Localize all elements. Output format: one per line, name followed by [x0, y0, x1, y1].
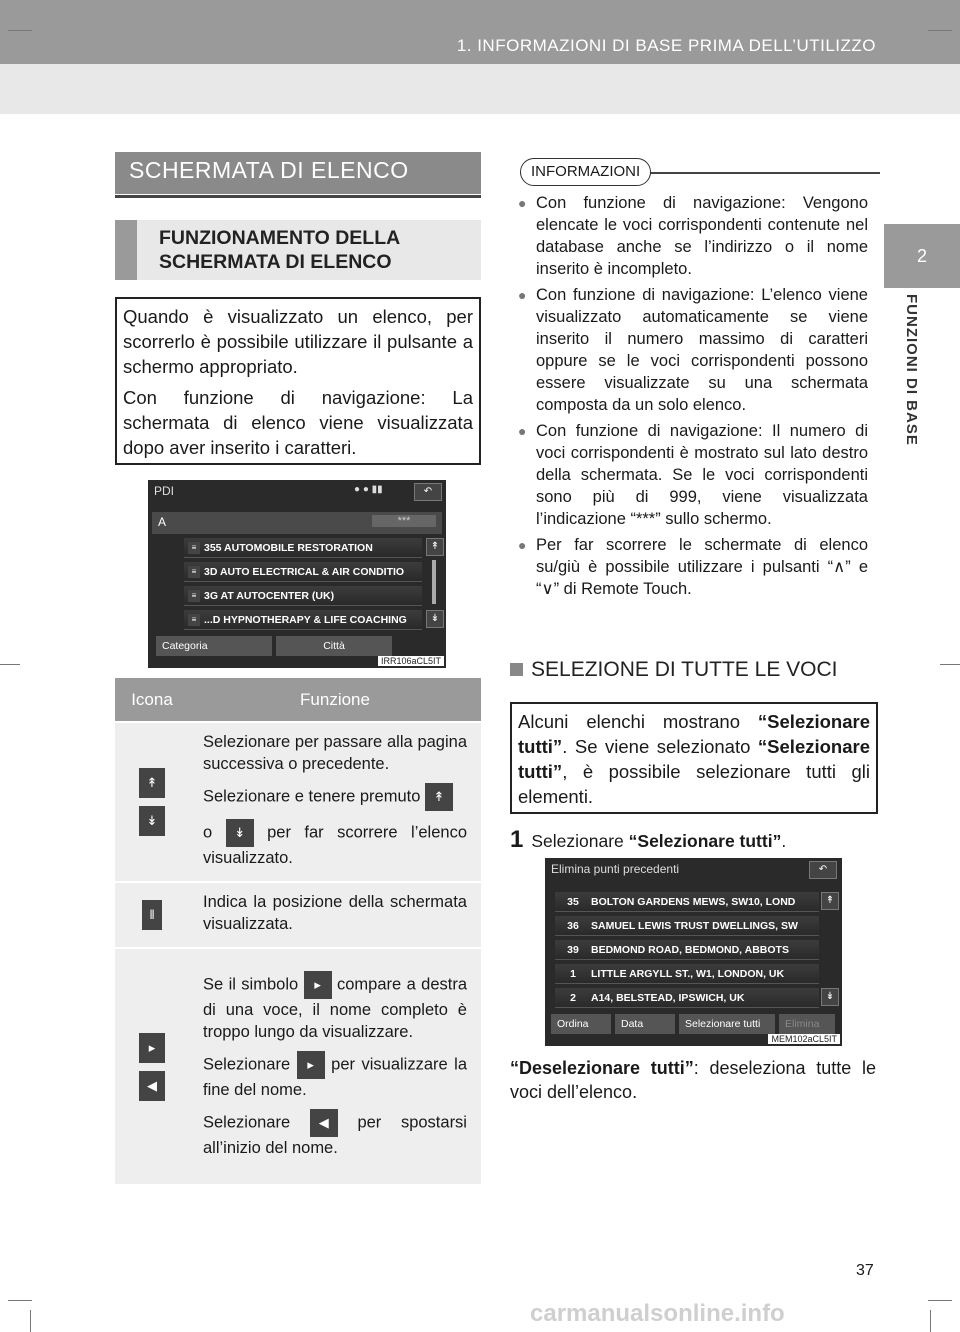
crop-mark: [30, 1310, 31, 1332]
crop-mark: [928, 1300, 952, 1301]
select-all-box: [510, 702, 878, 814]
info-bullets: [518, 192, 868, 604]
table-text: per visualizzare la fine del nome.: [203, 1054, 468, 1099]
table-text: Selezionare e tenere premuto: [203, 787, 421, 806]
poi-icon: ≡: [188, 566, 200, 578]
page-up-icon: ↟: [425, 783, 453, 811]
list-item-label: 3G AT AUTOCENTER (UK): [204, 590, 335, 602]
step-1: [510, 826, 786, 854]
list-item: [555, 940, 819, 960]
table-text-compound: [203, 819, 467, 869]
crop-mark: [8, 30, 32, 31]
footer-button: Selezionare tutti: [679, 1014, 775, 1034]
list-item: [555, 988, 819, 1008]
intro-paragraph: Quando è visualizzato un elenco, per scorrerlo è possibile utilizzare il pulsante a schermo appropriato.: [123, 306, 473, 377]
chapter-label: FUNZIONI DI BASE: [903, 294, 920, 446]
header-title: 1. INFORMAZIONI DI BASE PRIMA DELL’UTILIZZO: [456, 36, 876, 55]
info-label: INFORMAZIONI: [520, 158, 651, 186]
list-item-label: BEDMOND ROAD, BEDMOND, ABBOTS: [591, 944, 789, 956]
screen-title: PDI: [154, 484, 175, 498]
page-down-icon: ↡: [426, 610, 444, 628]
list-item: [184, 586, 422, 606]
list-item-label: BOLTON GARDENS MEWS, SW10, LOND: [591, 896, 796, 908]
box-text-bold: “Selezionare tutti”: [518, 711, 870, 757]
list-item: [555, 892, 819, 912]
list-item: [555, 916, 819, 936]
table-cell-text: [189, 722, 481, 882]
table-cell-text: [189, 948, 481, 1184]
list-item-label: SAMUEL LEWIS TRUST DWELLINGS, SW: [591, 920, 798, 932]
scroll-position-bar: [432, 560, 436, 604]
image-code: IRR106aCL5IT: [378, 656, 444, 666]
page-up-icon: ↟: [139, 768, 165, 798]
table-text-compound: [203, 971, 467, 1043]
list-item-number: 39: [567, 944, 579, 956]
page-down-icon: ↡: [139, 806, 165, 836]
back-icon: ↶: [414, 483, 442, 501]
page-down-icon: ↡: [821, 988, 839, 1006]
box-text: , è possibile selezionare tutti gli elementi.: [518, 761, 870, 807]
table-text: Selezionare: [203, 1112, 291, 1131]
table-cell-icons: [115, 882, 189, 948]
poi-icon: ≡: [188, 614, 200, 626]
page-up-icon: ↟: [426, 538, 444, 556]
image-code: MEM102aCL5IT: [768, 1034, 840, 1044]
table-row: [115, 882, 481, 948]
table-header: Icona: [115, 678, 189, 722]
scroll-position-icon: ‖: [142, 900, 162, 930]
table-header: Funzione: [189, 678, 481, 722]
table-row: [115, 722, 481, 882]
search-char: A: [158, 515, 167, 529]
intro-paragraph: Con funzione di navigazione: La schermata di elenco viene visualizzata dopo aver inserito i caratteri.: [123, 387, 473, 458]
step-text: Selezionare: [531, 831, 629, 851]
list-item-number: 1: [570, 968, 576, 980]
table-text-compound: [203, 1051, 467, 1101]
back-icon: ↶: [809, 861, 837, 879]
crop-mark: [940, 664, 960, 665]
deselect-text: : deseleziona tutte le voci dell’elenco.: [510, 1058, 876, 1102]
poi-icon: ≡: [188, 590, 200, 602]
table-text: Selezionare per passare alla pagina successiva o precedente.: [203, 733, 467, 773]
show-end-icon: ▸: [139, 1033, 165, 1063]
show-start-icon: ◀: [310, 1109, 338, 1137]
info-bullet: ● Per far scorrere le schermate di elenco su/giù è possibile utilizzare i pulsanti “∧” e “∨” di Remote Touch.: [518, 534, 868, 600]
footer-button: Categoria: [156, 636, 272, 656]
section-title: SCHERMATA DI ELENCO: [115, 152, 481, 194]
list-item: [184, 610, 422, 630]
list-item-label: ...D HYPNOTHERAPY & LIFE COACHING: [204, 614, 407, 626]
table-cell-icons: [115, 722, 189, 882]
search-bar: [152, 512, 442, 534]
box-text: . Se viene selezionato: [562, 736, 758, 757]
crop-mark: [928, 30, 952, 31]
screen-title: Elimina punti precedenti: [551, 862, 680, 876]
heading-square-icon: [510, 663, 523, 676]
table-text: o: [203, 823, 213, 842]
list-item-label: A14, BELSTEAD, IPSWICH, UK: [591, 992, 745, 1004]
crop-mark: [8, 1300, 32, 1301]
info-bullet: ● Con funzione di navigazione: Vengono elencate le voci corrispondenti contenute nel database anche se l’indirizzo o il nome inserito è incompleto.: [518, 192, 868, 280]
show-end-icon: ▸: [297, 1051, 325, 1079]
table-row: [115, 948, 481, 1184]
select-all-heading: [510, 658, 838, 682]
table-text-compound: [203, 783, 467, 811]
table-header-row: [115, 678, 481, 722]
footer-button: Data: [615, 1014, 675, 1034]
table-cell-text: Indica la posizione della schermata visualizzata.: [189, 882, 481, 948]
step-number: 1: [510, 826, 524, 853]
intro-box: [115, 297, 481, 465]
header-subbar: [0, 64, 960, 114]
table-text-compound: [203, 1109, 467, 1159]
subsection-title: FUNZIONAMENTO DELLA SCHERMATA DI ELENCO: [159, 227, 400, 273]
poi-icon: ≡: [188, 542, 200, 554]
step-text-end: .: [781, 831, 787, 851]
page-number: 37: [856, 1262, 874, 1279]
show-end-icon: ▸: [304, 971, 332, 999]
list-item: [555, 964, 819, 984]
list-item-label: 3D AUTO ELECTRICAL & AIR CONDITIO: [204, 566, 405, 578]
info-bullet: ● Con funzione di navigazione: Il numero di voci corrispondenti è mostrato sul lato destro della schermata. Se le voci corrispondenti sono più di 999, viene visualizzata l’indicazione “***” sullo schermo.: [518, 420, 868, 530]
box-text: Alcuni elenchi mostrano: [518, 711, 758, 732]
delete-history-screenshot: [545, 858, 842, 1046]
select-all-heading-text: SELEZIONE DI TUTTE LE VOCI: [531, 658, 838, 681]
page-down-icon: ↡: [226, 819, 254, 847]
subsection-stripe: [115, 220, 137, 280]
chapter-tab: 2: [884, 224, 960, 288]
subsection-heading: [115, 220, 481, 280]
icon-function-table: [115, 678, 481, 1184]
footer-button: Ordina: [551, 1014, 611, 1034]
status-icons: ● ● ▮▮: [354, 484, 383, 495]
footer-button: Città: [276, 636, 392, 656]
table-text: Se il simbolo: [203, 974, 299, 993]
count-mask: ***: [372, 515, 436, 527]
page-header: [0, 0, 960, 64]
list-screen-screenshot: [148, 480, 446, 668]
list-item-number: 2: [570, 992, 576, 1004]
show-start-icon: ◀: [139, 1071, 165, 1101]
table-cell-icons: [115, 948, 189, 1184]
list-item: [184, 538, 422, 558]
table-text: compare a destra di una voce, il nome completo è troppo lungo da visualizzare.: [203, 974, 468, 1041]
table-text: Selezionare: [203, 1054, 291, 1073]
step-text-bold: “Selezionare tutti”: [628, 831, 782, 851]
table-text: per far scorrere l’elenco visualizzato.: [203, 823, 467, 867]
table-text: per spostarsi all’inizio del nome.: [203, 1112, 467, 1157]
page-up-icon: ↟: [821, 892, 839, 910]
list-item-label: 355 AUTOMOBILE RESTORATION: [204, 542, 373, 554]
list-item-label: LITTLE ARGYLL ST., W1, LONDON, UK: [591, 968, 785, 980]
box-text-bold: “Selezionare tutti”: [518, 736, 870, 782]
crop-mark: [930, 1310, 931, 1332]
list-item: [184, 562, 422, 582]
watermark: carmanualsonline.info: [530, 1300, 785, 1327]
footer-button: Elimina: [779, 1014, 835, 1034]
list-item-number: 35: [567, 896, 579, 908]
deselect-term: “Deselezionare tutti”: [510, 1058, 694, 1078]
crop-mark: [0, 664, 20, 665]
deselect-note: [510, 1056, 876, 1104]
info-bullet: ● Con funzione di navigazione: L’elenco viene visualizzato automaticamente se viene inserito il numero massimo di caratteri oppure se le voci corrispondenti possono essere visualizzate su una schermata composta da un solo elenco.: [518, 284, 868, 416]
list-item-number: 36: [567, 920, 579, 932]
